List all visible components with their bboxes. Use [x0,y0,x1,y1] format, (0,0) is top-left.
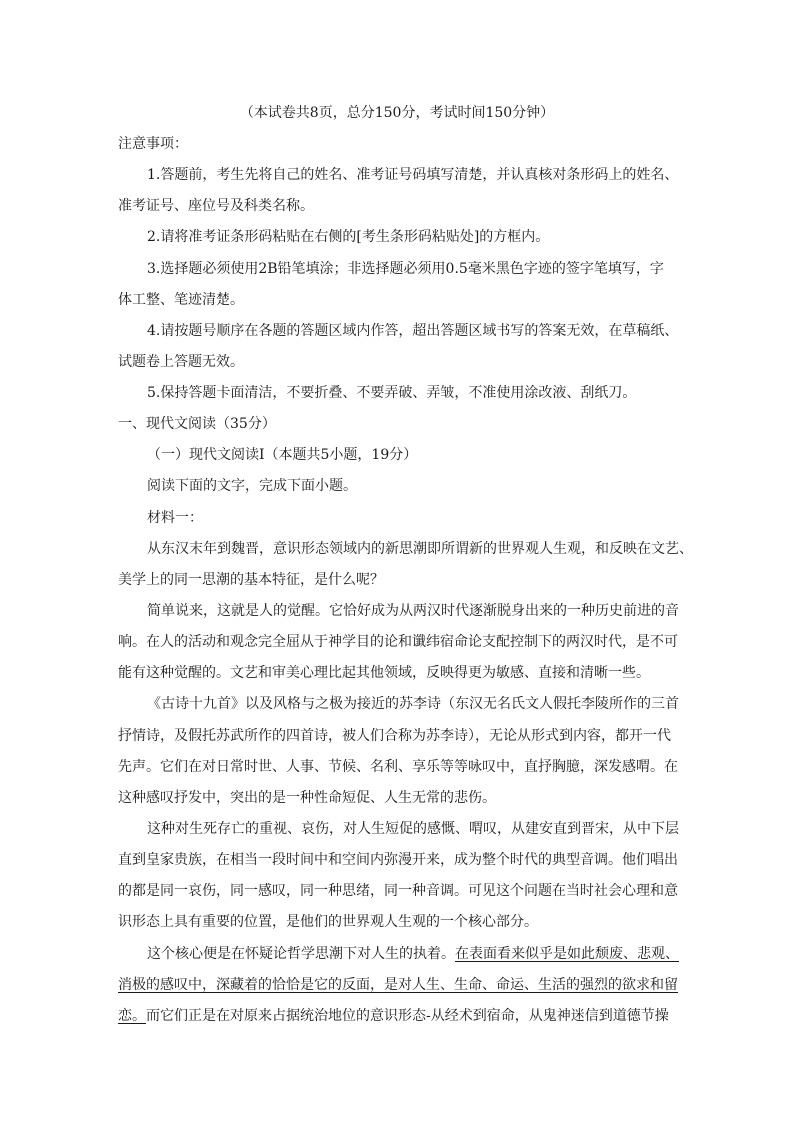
passage-p4-line-1: 这种对生死存亡的重视、哀伤，对人生短促的感慨、喟叹，从建安直到晋宋，从中下层 [147,821,679,837]
notice-item-3-line-2: 体工整、笔迹清楚。 [118,292,244,308]
notice-item-4-line-2: 试题卷上答题无效。 [118,354,244,370]
passage-p5-line-3-plain: 而它们正是在对原来占据统治地位的意识形态-从经术到宿命，从鬼神迷信到道德节操 [146,1008,669,1024]
passage-p4-line-2: 直到皇家贵族，在相当一段时间中和空间内弥漫开来，成为整个时代的典型音调。他们唱出 [118,852,678,868]
notice-item-5: 5.保持答题卡面清洁，不要折叠、不要弄破、弄皱，不准使用涂改液、刮纸刀。 [147,385,637,401]
passage-p5-line-2 [118,975,678,995]
passage-p2-line-2: 响。在人的活动和观念完全屈从于神学目的论和谶纬宿命论支配控制下的两汉时代，是不可 [118,634,678,650]
passage-p3-line-1: 《古诗十九首》以及风格与之极为接近的苏李诗（东汉无名氏文人假托李陵所作的三首 [147,696,679,712]
passage-p3-line-4: 这种感叹抒发中，突出的是一种性命短促、人生无常的悲伤。 [118,790,496,806]
passage-p2-line-3: 能有这种觉醒的。文艺和审美心理比起其他领域，反映得更为敏感、直接和清晰一些。 [118,665,650,681]
passage-p4-line-3: 的都是同一哀伤，同一感叹，同一种思绪，同一种音调。可见这个问题在当时社会心理和意 [118,883,678,899]
passage-p5-line-1-underlined: 在表面看来似乎是如此颓废、悲观、 [455,946,679,962]
passage-p3-line-2: 抒情诗，及假托苏武所作的四首诗，被人们合称为苏李诗），无论从形式到内容，都开一代 [118,728,671,744]
material-label: 材料一： [147,510,203,526]
notice-item-1-line-1: 1.答题前，考生先将自己的姓名、准考证号码填写清楚，并认真核对条形码上的姓名、 [147,167,679,183]
passage-p1-line-1: 从东汉末年到魏晋，意识形态领域内的新思潮即所谓新的世界观人生观，和反映在文艺、 [147,541,693,557]
reading-instruction: 阅读下面的文字，完成下面小题。 [147,478,357,494]
passage-p3-line-3: 先声。它们在对日常时世、人事、节候、名利、享乐等等咏叹中，直抒胸臆，深发感喟。在 [118,759,678,775]
notice-item-3-line-1: 3.选择题必须使用2B铅笔填涂；非选择题必须用0.5毫米黑色字迹的签字笔填写，字 [147,261,664,277]
passage-p5-line-2-underlined: 消极的感叹中，深藏着的恰恰是它的反面，是对人生、生命、命运、生活的强烈的欲求和留 [118,977,678,993]
passage-p1-line-2: 美学上的同一思潮的基本特征，是什么呢？ [118,572,384,588]
notice-item-4-line-1: 4.请按题号顺序在各题的答题区域内作答，超出答题区域书写的答案无效，在草稿纸、 [147,323,679,339]
passage-p5-line-3 [118,1006,669,1026]
passage-p5-line-1 [147,944,679,964]
section-1-subtitle: （一）现代文阅读Ⅰ（本题共5小题，19分） [147,447,418,463]
passage-p2-line-1: 简单说来，这就是人的觉醒。它恰好成为从两汉时代逐渐脱身出来的一种历史前进的音 [147,603,679,619]
notice-item-1-line-2: 准考证号、座位号及科类名称。 [118,198,314,214]
passage-p5-line-1-plain: 这个核心便是在怀疑论哲学思潮下对人生的执着。 [147,946,455,962]
passage-p5-line-3-underlined: 恋。 [118,1008,146,1024]
notice-item-2: 2.请将准考证条形码粘贴在右侧的[考生条形码粘贴处]的方框内。 [147,229,550,245]
section-1-title: 一、现代文阅读（35分） [118,416,276,432]
passage-p4-line-4: 识形态上具有重要的位置，是他们的世界观人生观的一个核心部分。 [118,914,538,930]
exam-info-line: （本试卷共8页，总分150分，考试时间150分钟） [239,105,555,121]
notice-title: 注意事项： [118,136,188,152]
